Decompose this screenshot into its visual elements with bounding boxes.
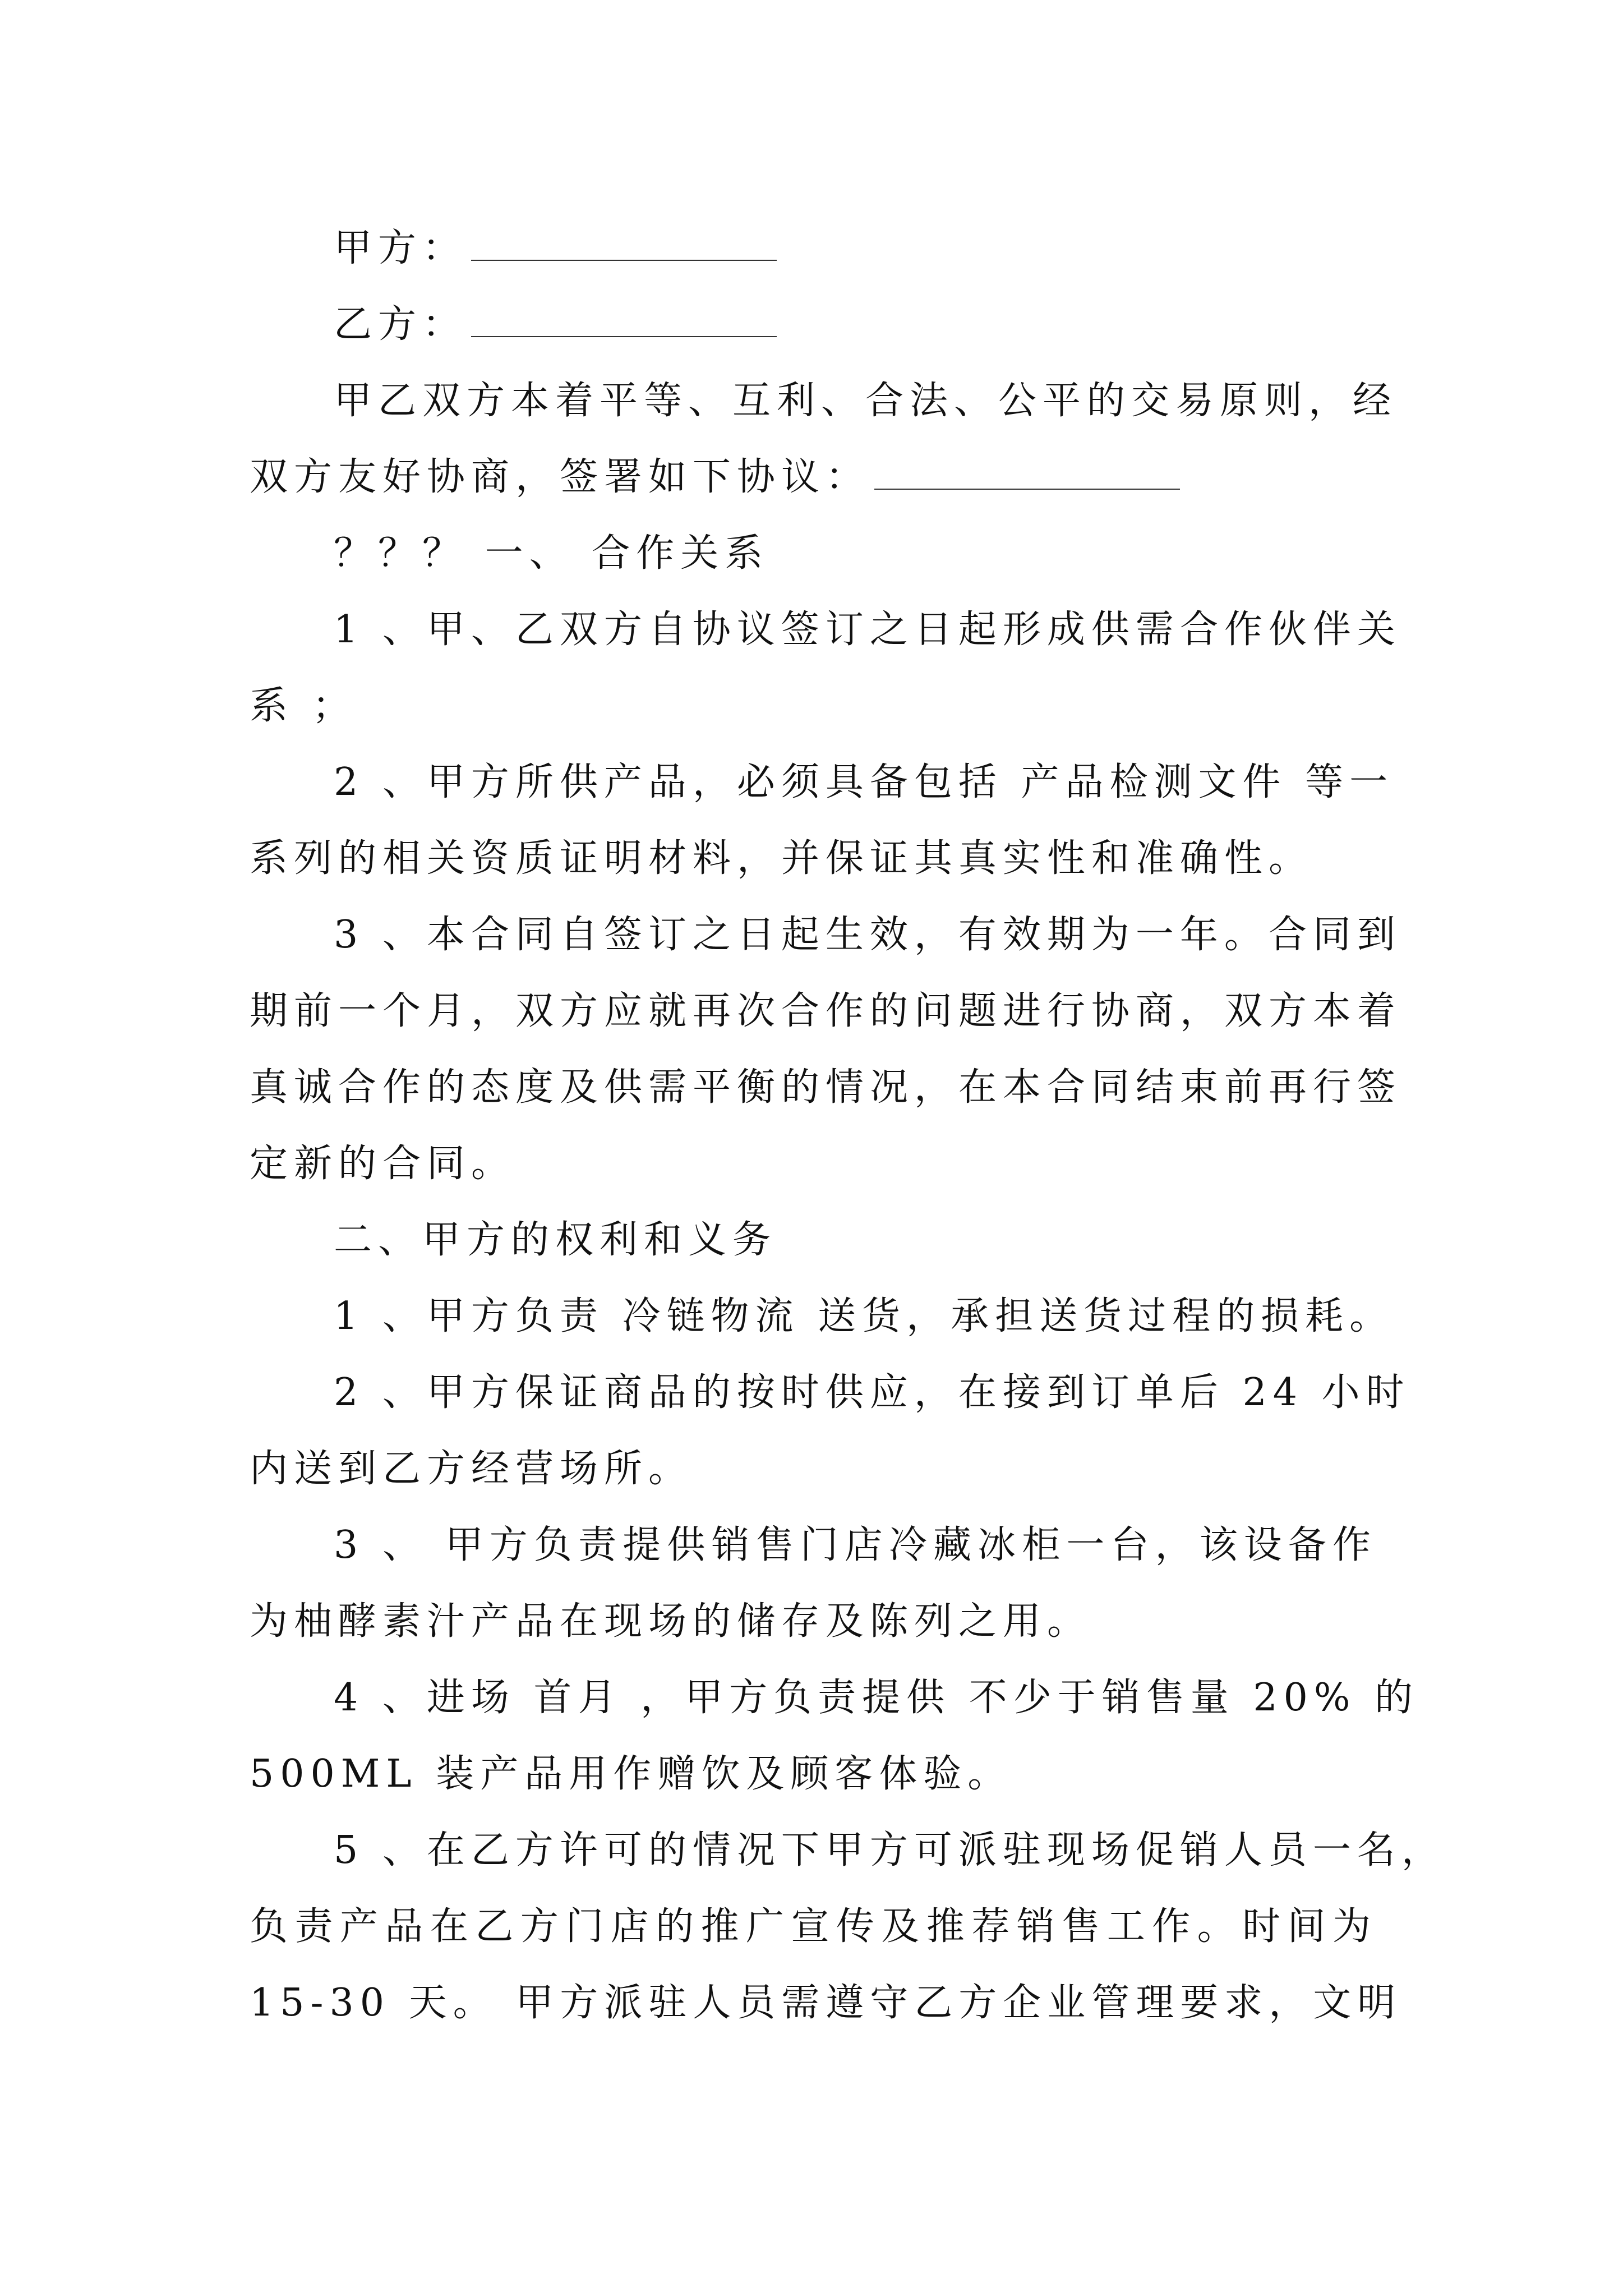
section1-heading: ？？？ 一、 合作关系 [334, 531, 769, 576]
contract-page [250, 210, 1446, 2041]
s2-item5-line1: 5 、在乙方许可的情况下甲方可派驻现场促销人员一名， [334, 1828, 1446, 1872]
preamble-line-2 [250, 439, 1377, 516]
section2-heading: 二、甲方的权利和义务 [334, 1218, 777, 1262]
s1-item1-line2: 系 ； [250, 684, 357, 728]
party-a-label: 甲方： [334, 226, 467, 270]
s1-item1-line1: 1 、甲、乙双方自协议签订之日起形成供需合作伙伴关 [334, 608, 1401, 652]
s2-item5-line3: 15-30 天。 甲方派驻人员需遵守乙方企业管理要求，文明 [250, 1981, 1402, 2025]
s1-item3-line1: 3 、本合同自签订之日起生效，有效期为一年。合同到 [334, 913, 1401, 957]
party-b-label: 乙方： [334, 302, 467, 347]
s1-item2-line2: 系列的相关资质证明材料，并保证其真实性和准确性。 [250, 836, 1313, 881]
s1-item3-line3: 真诚合作的态度及供需平衡的情况，在本合同结束前再行签 [250, 1065, 1402, 1110]
s2-item3-line2: 为柚酵素汁产品在现场的储存及陈列之用。 [250, 1599, 1092, 1644]
s1-item2-line1: 2 、甲方所供产品，必须具备包括 产品检测文件 等一 [334, 760, 1394, 804]
party-b-line [250, 287, 1377, 363]
s2-item4-line2: 500ML 装产品用作赠饮及顾客体验。 [250, 1752, 1012, 1796]
s2-item1-line1: 1 、甲方负责 冷链物流 送货，承担送货过程的损耗。 [334, 1294, 1394, 1338]
party-b-blank [471, 305, 777, 337]
s2-item2-line1: 2 、甲方保证商品的按时供应，在接到订单后 24 小时 [334, 1370, 1410, 1415]
s1-item3-line4: 定新的合同。 [250, 1142, 516, 1186]
party-a-line [250, 210, 1377, 287]
s2-item4-line1: 4 、进场 首月 ，甲方负责提供 不少于销售量 20% 的 [334, 1676, 1419, 1720]
s2-item2-line2: 内送到乙方经营场所。 [250, 1447, 693, 1491]
preamble-blank [874, 457, 1180, 490]
preamble-line-1: 甲乙双方本着平等、互利、合法、公平的交易原则，经 [334, 379, 1398, 423]
preamble-text: 双方友好协商，签署如下协议： [250, 455, 870, 499]
s1-item3-line2: 期前一个月，双方应就再次合作的问题进行协商，双方本着 [250, 989, 1402, 1033]
s2-item5-line2: 负责产品在乙方门店的推广宣传及推荐销售工作。时间为 [250, 1904, 1377, 1949]
party-a-blank [471, 228, 777, 261]
s2-item3-line1: 3 、 甲方负责提供销售门店冷藏冰柜一台，该设备作 [334, 1523, 1377, 1567]
